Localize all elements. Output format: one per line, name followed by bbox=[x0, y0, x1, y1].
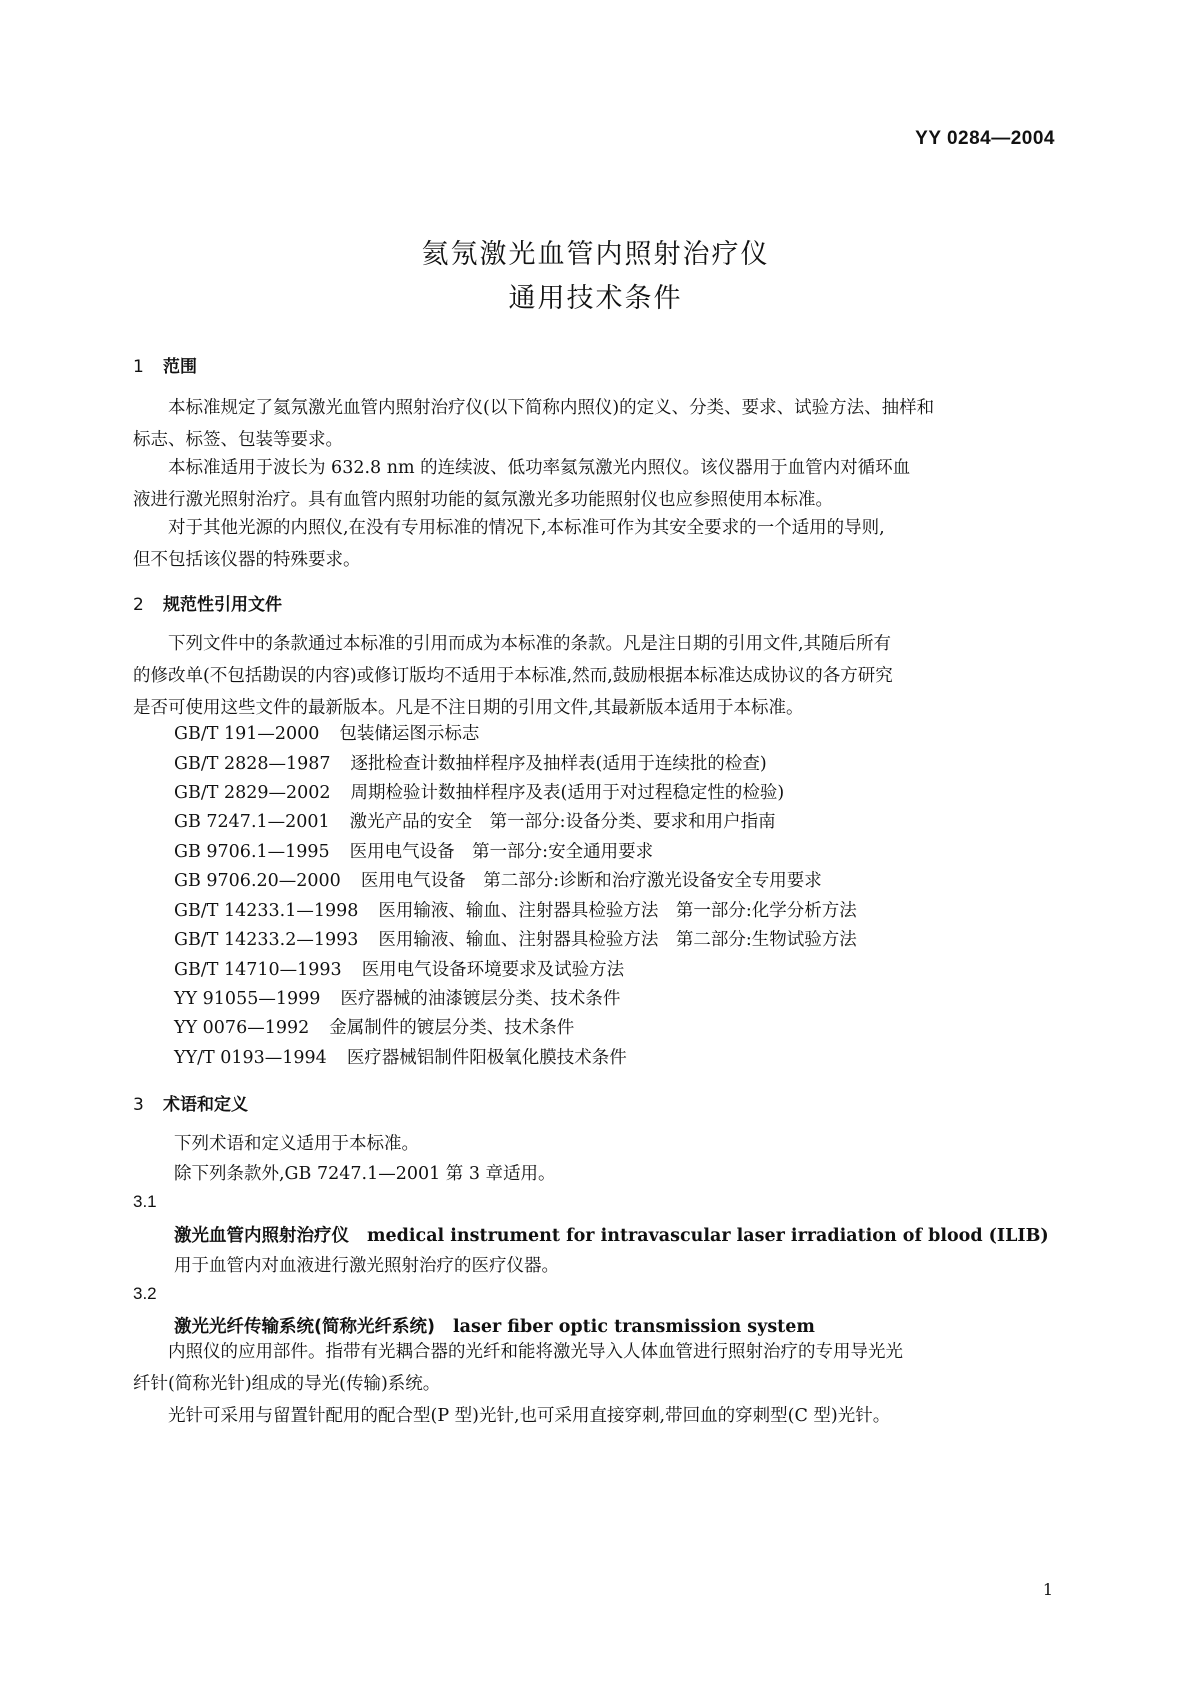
reference-item bbox=[174, 720, 479, 745]
reference-title: 医用电气设备 第一部分:安全通用要求 bbox=[349, 842, 654, 862]
clause-3-1-definition: 用于血管内对血液进行激光照射治疗的医疗仪器。 bbox=[174, 1256, 559, 1276]
section-number: 2 bbox=[133, 595, 144, 615]
section-number: 1 bbox=[133, 357, 144, 377]
clause-3-2-definition bbox=[133, 1336, 1058, 1432]
text-line: 光针可采用与留置针配用的配合型(P 型)光针,也可采用直接穿刺,带回血的穿刺型(C 型)光针。 bbox=[168, 1406, 891, 1426]
text-line: 液进行激光照射治疗。具有血管内照射功能的氦氖激光多功能照射仪也应参照使用本标准。 bbox=[133, 490, 833, 510]
reference-code: GB 9706.20—2000 bbox=[174, 871, 341, 891]
text-line: 标志、标签、包装等要求。 bbox=[133, 430, 343, 450]
reference-item bbox=[174, 750, 767, 775]
term-zh: 激光血管内照射治疗仪 bbox=[174, 1226, 349, 1246]
reference-title: 逐批检查计数抽样程序及抽样表(适用于连续批的检查) bbox=[350, 754, 767, 774]
reference-code: GB/T 191—2000 bbox=[174, 724, 320, 744]
document-title-line2: 通用技术条件 bbox=[508, 283, 683, 314]
reference-item bbox=[174, 808, 776, 833]
section-title: 范围 bbox=[163, 357, 197, 377]
term-en: laser fiber optic transmission system bbox=[453, 1317, 815, 1337]
document-title-line1: 氦氖激光血管内照射治疗仪 bbox=[421, 239, 770, 270]
reference-item bbox=[174, 1044, 627, 1069]
reference-item bbox=[174, 867, 822, 892]
section-2-heading bbox=[133, 590, 282, 615]
reference-code: GB/T 14710—1993 bbox=[174, 960, 342, 980]
reference-item bbox=[174, 897, 857, 922]
reference-title: 周期检验计数抽样程序及表(适用于对过程稳定性的检验) bbox=[350, 783, 785, 803]
reference-title: 包装储运图示标志 bbox=[339, 724, 480, 744]
reference-item bbox=[174, 779, 784, 804]
reference-item bbox=[174, 838, 653, 863]
clause-3-2-term bbox=[174, 1313, 815, 1338]
section-3-paragraph-1: 下列术语和定义适用于本标准。 bbox=[174, 1134, 419, 1154]
standard-code: YY 0284—2004 bbox=[915, 128, 1055, 149]
text-line: 下列文件中的条款通过本标准的引用而成为本标准的条款。凡是注日期的引用文件,其随后所有 bbox=[168, 634, 892, 654]
section-title: 术语和定义 bbox=[163, 1095, 248, 1115]
section-title: 规范性引用文件 bbox=[163, 595, 282, 615]
section-2-paragraph-1 bbox=[133, 628, 1058, 724]
text-line: 但不包括该仪器的特殊要求。 bbox=[133, 550, 361, 570]
clause-3-1-number: 3.1 bbox=[133, 1192, 157, 1211]
reference-code: GB/T 2829—2002 bbox=[174, 783, 331, 803]
section-1-paragraph-2 bbox=[133, 452, 1058, 516]
term-zh: 激光光纤传输系统(简称光纤系统) bbox=[174, 1317, 435, 1337]
text-line: 的修改单(不包括勘误的内容)或修订版均不适用于本标准,然而,鼓励根据本标准达成协议的各方研究 bbox=[133, 666, 893, 686]
reference-title: 激光产品的安全 第一部分:设备分类、要求和用户指南 bbox=[349, 812, 776, 832]
page-number: 1 bbox=[1042, 1580, 1053, 1599]
section-3-paragraph-2: 除下列条款外,GB 7247.1—2001 第 3 章适用。 bbox=[174, 1164, 556, 1184]
section-3-heading bbox=[133, 1090, 248, 1115]
reference-title: 医用输液、输血、注射器具检验方法 第一部分:化学分析方法 bbox=[378, 901, 857, 921]
reference-code: GB/T 2828—1987 bbox=[174, 754, 331, 774]
text-line: 本标准规定了氦氖激光血管内照射治疗仪(以下简称内照仪)的定义、分类、要求、试验方法、抽样和 bbox=[168, 398, 935, 418]
reference-item bbox=[174, 956, 624, 981]
reference-title: 医疗器械的油漆镀层分类、技术条件 bbox=[340, 989, 621, 1009]
reference-code: YY 91055—1999 bbox=[174, 989, 321, 1009]
section-number: 3 bbox=[133, 1095, 144, 1115]
clause-3-1-term bbox=[174, 1222, 1049, 1247]
text-line: 内照仪的应用部件。指带有光耦合器的光纤和能将激光导入人体血管进行照射治疗的专用导光光 bbox=[168, 1342, 903, 1362]
section-1-paragraph-1 bbox=[133, 392, 1058, 456]
clause-3-2-number: 3.2 bbox=[133, 1284, 157, 1303]
text-line: 纤针(简称光针)组成的导光(传输)系统。 bbox=[133, 1374, 441, 1394]
reference-item bbox=[174, 926, 857, 951]
reference-code: GB 9706.1—1995 bbox=[174, 842, 330, 862]
reference-title: 医用电气设备 第二部分:诊断和治疗激光设备安全专用要求 bbox=[360, 871, 822, 891]
reference-code: YY 0076—1992 bbox=[174, 1018, 310, 1038]
text-line: 对于其他光源的内照仪,在没有专用标准的情况下,本标准可作为其安全要求的一个适用的导则, bbox=[168, 518, 885, 538]
reference-code: GB 7247.1—2001 bbox=[174, 812, 330, 832]
reference-code: GB/T 14233.1—1998 bbox=[174, 901, 359, 921]
reference-code: GB/T 14233.2—1993 bbox=[174, 930, 359, 950]
reference-title: 医疗器械铝制件阳极氧化膜技术条件 bbox=[346, 1048, 627, 1068]
reference-title: 医用输液、输血、注射器具检验方法 第二部分:生物试验方法 bbox=[378, 930, 857, 950]
reference-item bbox=[174, 985, 620, 1010]
term-en: medical instrument for intravascular laser irradiation of blood (ILIB) bbox=[367, 1226, 1049, 1246]
reference-title: 金属制件的镀层分类、技术条件 bbox=[329, 1018, 575, 1038]
section-1-paragraph-3 bbox=[133, 512, 1058, 576]
reference-code: YY/T 0193—1994 bbox=[174, 1048, 327, 1068]
reference-title: 医用电气设备环境要求及试验方法 bbox=[361, 960, 625, 980]
section-1-heading bbox=[133, 352, 197, 377]
reference-item bbox=[174, 1014, 574, 1039]
text-line: 是否可使用这些文件的最新版本。凡是不注日期的引用文件,其最新版本适用于本标准。 bbox=[133, 698, 804, 718]
text-line: 本标准适用于波长为 632.8 nm 的连续波、低功率氦氖激光内照仪。该仪器用于血管内对循环血 bbox=[168, 458, 911, 478]
